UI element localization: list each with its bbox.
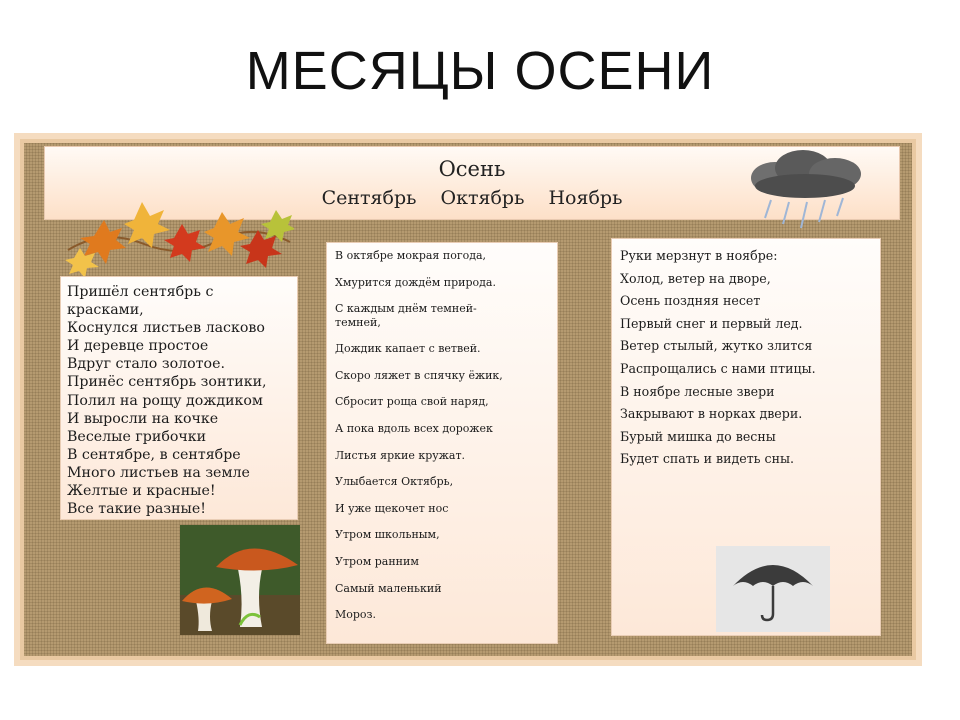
poem-line: Коснулся листьев ласково (67, 320, 265, 337)
poem-line: И уже щекочет нос (335, 501, 449, 515)
poem-line: Желтые и красные! (67, 483, 216, 500)
poem-line: Утром ранним (335, 554, 419, 568)
poem-september-panel (60, 276, 298, 520)
poem-line: В сентябре, в сентябре (67, 446, 241, 463)
poem-line: Самый маленький (335, 581, 442, 595)
poem-line: Много листьев на земле (67, 464, 250, 481)
autumn-leaves-icon (64, 198, 294, 278)
poem-line: Полил на рощу дождиком (67, 392, 263, 409)
poem-line: Вдруг стало золотое. (67, 356, 225, 373)
poem-line: Бурый мишка до весны (620, 428, 776, 444)
poem-line: Хмурится дождём природа. (335, 275, 496, 289)
poem-line: С каждым днём темней-темней, (335, 302, 477, 330)
umbrella-icon (716, 546, 830, 632)
poem-line: Сбросит роща свой наряд, (335, 395, 489, 409)
slide-title: МЕСЯЦЫ ОСЕНИ (245, 41, 715, 101)
poem-line: Листья яркие кружат. (335, 448, 466, 462)
poem-line: Пришёл сентябрь с (67, 284, 214, 300)
month-november: Ноябрь (548, 187, 623, 209)
poem-line: Все такие разные! (67, 501, 206, 518)
poem-line: Веселые грибочки (67, 428, 207, 445)
month-september: Сентябрь (321, 187, 417, 209)
season-heading: Осень (438, 157, 506, 181)
poem-line: Первый снег и первый лед. (620, 315, 803, 331)
poem-line: Закрывают в норках двери. (620, 406, 803, 422)
month-october: Октябрь (440, 187, 525, 209)
poem-line: И выросли на кочке (67, 410, 219, 427)
poem-line: Ветер стылый, жутко злится (620, 338, 813, 354)
poem-line: Осень поздняя несет (620, 293, 761, 309)
poem-line: Дождик капает с ветвей. (335, 342, 481, 356)
poem-line: Улыбается Октябрь, (335, 475, 454, 489)
poem-line: Утром школьным, (335, 528, 440, 542)
poem-line: А пока вдоль всех дорожек (335, 421, 493, 435)
poem-line: Принёс сентябрь зонтики, (67, 374, 267, 391)
poem-line: Скоро ляжет в спячку ёжик, (335, 368, 503, 382)
poem-line: И деревце простое (67, 338, 209, 355)
poem-line: красками, (67, 302, 144, 319)
poem-line: Распрощались с нами птицы. (620, 360, 816, 376)
poem-line: Холод, ветер на дворе, (620, 270, 771, 286)
poem-line: Руки мерзнут в ноябре: (620, 248, 778, 263)
poem-october-panel (326, 242, 558, 644)
poem-line: В октябре мокрая погода, (335, 249, 487, 262)
poem-line: Мороз. (335, 608, 377, 622)
poem-line: Будет спать и видеть сны. (620, 451, 795, 467)
poem-line: В ноябре лесные звери (620, 383, 775, 399)
mushroom-icon (180, 525, 300, 635)
rain-cloud-icon (745, 148, 870, 240)
